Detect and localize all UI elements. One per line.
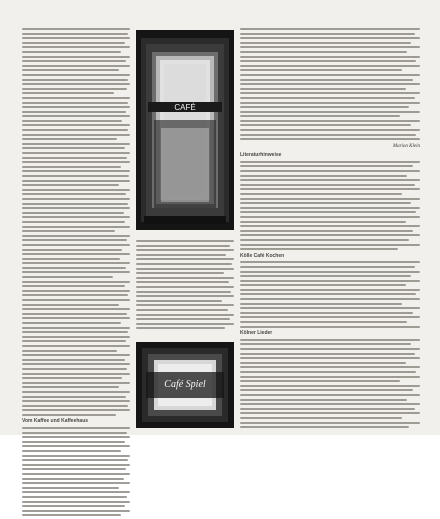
bottom-photo	[136, 342, 234, 428]
middle-text-column	[136, 240, 234, 332]
top-photo-sign: CAFÉ	[174, 103, 196, 112]
bottom-photo-sign: Café Spiel	[164, 379, 206, 390]
top-photo	[136, 30, 234, 230]
right-heading-cafe: Kölle Café Kochen	[240, 252, 285, 259]
right-text-column	[240, 28, 420, 431]
right-heading-literatur: Literaturhinweise	[240, 152, 282, 159]
left-heading: Vom Kaffee und Kaffeehaus	[22, 418, 89, 425]
right-heading-lieder: Kölner Lieder	[240, 330, 273, 337]
author-signature: Marion Klein	[392, 144, 420, 150]
left-text-column	[22, 28, 130, 519]
